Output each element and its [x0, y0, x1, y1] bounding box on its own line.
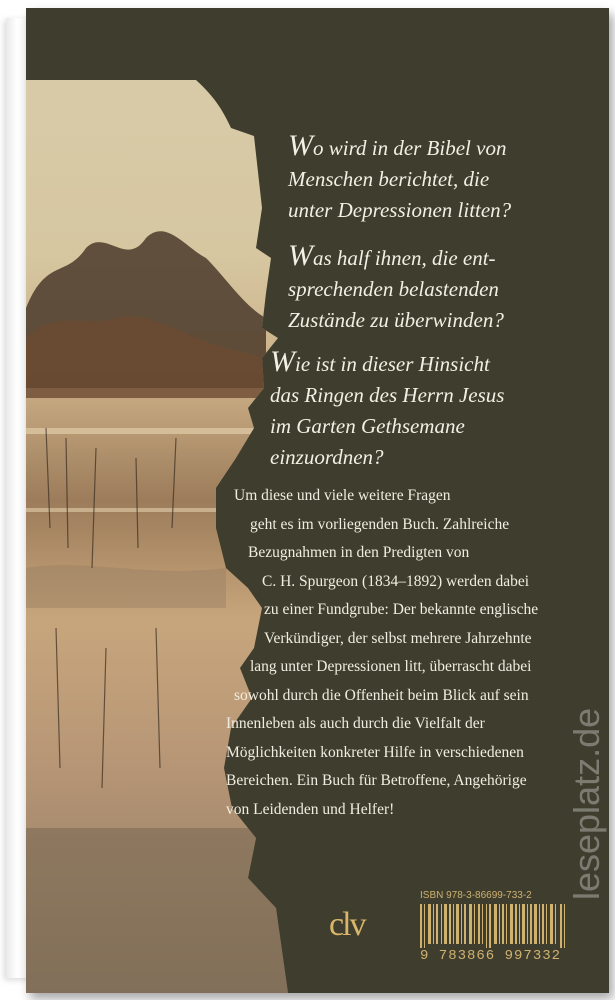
barcode-number: 9 783866 997332 — [420, 948, 562, 964]
question-2: Was half ihnen, die ent- sprechenden belastenden Zustände zu überwinden? — [288, 239, 504, 332]
isbn-barcode — [418, 890, 574, 972]
back-cover — [26, 8, 609, 993]
description-line: zu einer Fundgrube: Der bekannte englische — [264, 601, 539, 618]
description-line: Um diese und viele weitere Fragen — [234, 487, 451, 504]
description-line: geht es im vorliegenden Buch. Zahlreiche — [250, 515, 510, 533]
description-line: sowohl durch die Offenheit beim Blick auf sein — [234, 686, 529, 704]
description-line: C. H. Spurgeon (1834–1892) werden dabei — [262, 572, 530, 590]
question-1: Wo wird in der Bibel von Menschen berichtet, die unter Depressionen litten? — [288, 129, 512, 222]
description-line: von Leidenden und Helfer! — [226, 800, 395, 818]
description-line: Verkündiger, der selbst mehrere Jahrzehnte — [264, 629, 532, 647]
description-line: Bereichen. Ein Buch für Betroffene, Angehörige — [226, 772, 527, 789]
isbn-label: ISBN 978-3-86699-733-2 — [420, 890, 532, 901]
book-description — [212, 482, 602, 824]
description-line: Bezugnahmen in den Predigten von — [248, 544, 470, 561]
description-line: lang unter Depressionen litt, überrascht dabei — [250, 658, 532, 675]
description-line: Möglichkeiten konkreter Hilfe in verschiedenen — [226, 743, 524, 761]
publisher-logo: clv — [329, 906, 365, 943]
description-line: Innenleben als auch durch die Vielfalt der — [226, 715, 485, 732]
question-3: Wie ist in dieser Hinsicht das Ringen des Herrn Jesus im Garten Gethsemane einzuordnen? — [270, 345, 505, 469]
watermark-text: leseplatz.de — [566, 707, 607, 900]
barcode-bars — [420, 904, 570, 948]
